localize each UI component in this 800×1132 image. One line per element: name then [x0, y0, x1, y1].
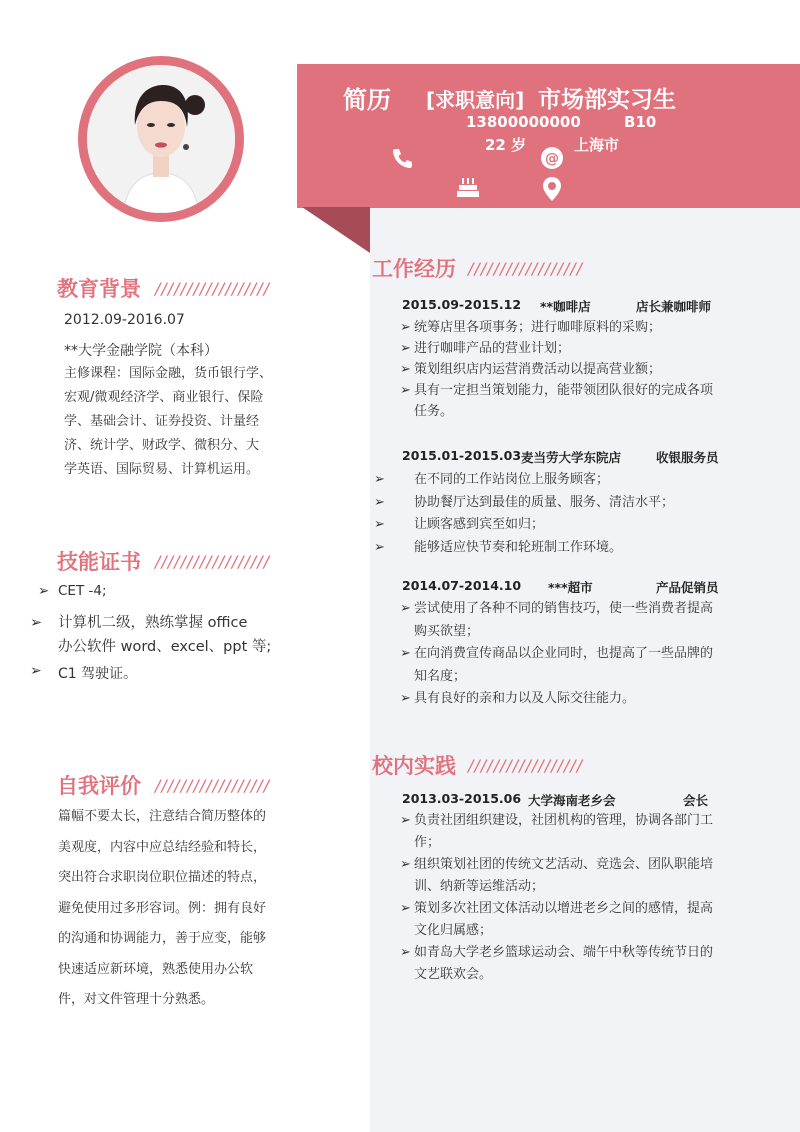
list-item: ➢ 在不同的工作站岗位上服务顾客； [374, 472, 610, 487]
job-company: ***超市 [548, 580, 593, 595]
campus-org: 大学海南老乡会 [528, 793, 616, 808]
campus-period: 2013.03-2015.06 [402, 791, 522, 806]
job-period: 2015.09-2015.12 [402, 297, 522, 312]
job-company: **咖啡店 [540, 299, 591, 314]
self-eval-text: 篇幅不要太长，注意结合简历整体的 美观度，内容中应总结经验和特长， 突出符合求职岗位职位描述的特点， 避免使用过多形容词。例：拥有良好 的沟通和协调能力，善于应变，能够 快速适应新环境，熟悉使用办公软 件，对文件管理十分熟悉。 [58, 809, 267, 1007]
job-role: 收银服务员 [656, 450, 719, 465]
education-period: 2012.09-2016.07 [64, 312, 185, 328]
list-item: ➢ 协助餐厅达到最佳的质量、服务、清洁水平； [374, 494, 675, 510]
list-item: ➢ 具有良好的亲和力以及人际交往能力。 [400, 691, 636, 706]
list-item: ➢ 统筹店里各项事务；进行咖啡原料的采购； [400, 320, 662, 335]
phone-icon [391, 147, 413, 169]
svg-text:@: @ [545, 151, 559, 167]
skills-title-decoration: ////////////////// [155, 552, 271, 571]
job-period: 2015.01-2015.03 [402, 448, 522, 463]
campus-title-decoration: ////////////////// [468, 756, 584, 775]
list-item: ➢ 在向消费宣传商品以企业同时，也提高了一些品牌的 知名度； [400, 646, 714, 684]
job-bullets [400, 598, 745, 711]
education-courses: 主修课程：国际金融，货币银行学、 宏观/微观经济学、商业银行、保险 学、基础会计、证券投资、计量经 济、统计学、财政学、微积分、大 学英语、国际贸易、计算机运用。 [64, 366, 273, 477]
education-title-decoration: ////////////////// [155, 279, 271, 298]
banner-fold [297, 207, 377, 257]
work-title-decoration: ////////////////// [468, 259, 584, 278]
email-icon [540, 146, 564, 170]
list-item: ➢ 如青岛大学老乡篮球运动会、端午中秋等传统节日的 文艺联欢会。 [400, 945, 714, 982]
job-role: 产品促销员 [656, 580, 719, 595]
job-intent-value: 市场部实习生 [538, 87, 676, 113]
self-eval-title: 自我评价 [57, 774, 141, 798]
list-item: ➢ 能够适应快节奏和轮班制工作环境。 [374, 539, 623, 555]
job-role: 店长兼咖啡师 [636, 299, 712, 314]
list-item: ➢ 尝试使用了各种不同的销售技巧，使一些消费者提高 购买欲望； [400, 601, 714, 639]
work-title: 工作经历 [372, 257, 456, 281]
campus-role: 会长 [683, 793, 709, 808]
list-item: ➢ 组织策划社团的传统文艺活动、竞选会、团队职能培 训、纳新等运维活动； [400, 857, 714, 894]
phone-number: 13800000000 [466, 113, 581, 131]
avatar [87, 65, 235, 213]
self-eval-title-decoration: ////////////////// [155, 776, 271, 795]
list-item: ➢ 让顾客感到宾至如归； [374, 517, 545, 532]
list-item: ➢ 策划组织店内运营消费活动以提高营业额； [400, 362, 662, 377]
education-title: 教育背景 [57, 277, 141, 301]
campus-bullets [400, 810, 745, 986]
skills-title: 技能证书 [57, 550, 141, 574]
list-item: ➢ 负责社团组织建设，社团机构的管理，协调各部门工 作； [400, 813, 714, 850]
resume-title: 简历 [343, 86, 391, 114]
location-pin-icon [542, 176, 562, 202]
list-item: ➢ 进行咖啡产品的营业计划； [400, 341, 571, 356]
job-bullets [400, 317, 745, 422]
list-item: ➢ 具有一定担当策划能力，能带领团队很好的完成各项 任务。 [400, 383, 714, 419]
height-value: B10 [624, 113, 657, 131]
education-school: **大学金融学院（本科） [64, 343, 218, 359]
job-intent-label: [求职意向] [426, 88, 525, 112]
location-value: 上海市 [574, 136, 620, 154]
birthday-cake-icon [456, 176, 480, 198]
job-bullets [374, 469, 754, 559]
age-value: 22 岁 [485, 136, 527, 154]
campus-title: 校内实践 [372, 754, 456, 778]
job-period: 2014.07-2014.10 [402, 578, 522, 593]
job-company: 麦当劳大学东院店 [521, 450, 622, 465]
list-item: ➢ 策划多次社团文体活动以增进老乡之间的感情，提高 文化归属感； [400, 901, 714, 938]
